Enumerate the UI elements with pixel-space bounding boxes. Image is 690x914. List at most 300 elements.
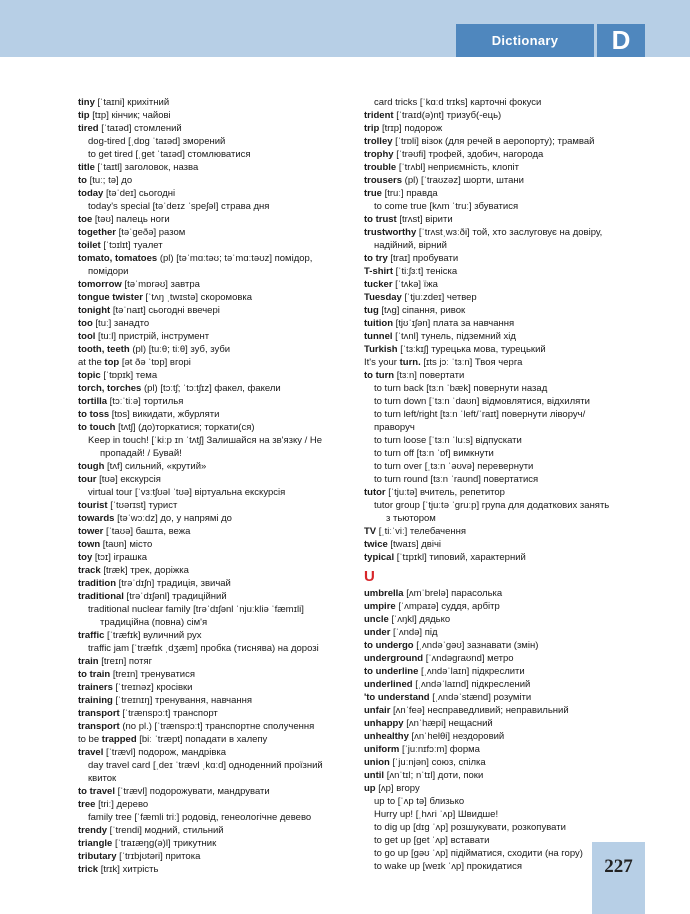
dictionary-entry bbox=[364, 200, 654, 213]
entry-headword: tough bbox=[78, 461, 105, 472]
entry-text: [ʌp] вгору bbox=[375, 783, 420, 794]
dictionary-entry bbox=[78, 629, 350, 642]
dictionary-entry bbox=[364, 447, 654, 460]
entry-text: virtual tour [ˈvɜːtʃʊəl ˈtʊə] віртуальна екскурсія bbox=[88, 487, 286, 498]
dictionary-entry bbox=[364, 600, 654, 613]
entry-headword: to touch bbox=[78, 422, 116, 433]
entry-text: [ˈtjuːzdeɪ] четвер bbox=[401, 292, 477, 303]
dictionary-entry bbox=[364, 743, 654, 756]
entry-text: traditional nuclear family [trəˈdɪʃənl ˈnjuːkliə ˈfæmɪli] bbox=[88, 604, 304, 615]
dictionary-entry bbox=[78, 96, 350, 109]
entry-text: to get up [get ˈʌp] вставати bbox=[374, 835, 490, 846]
entry-text: [təʊ] палець ноги bbox=[92, 214, 170, 225]
dictionary-entry bbox=[78, 759, 350, 772]
dictionary-entry bbox=[364, 551, 654, 564]
dictionary-entry bbox=[364, 808, 654, 821]
dictionary-entry bbox=[364, 538, 654, 551]
entry-text: [trəˈdɪʃənl] традиційний bbox=[123, 591, 227, 602]
entry-text: dog-tired [ˌdɒg ˈtaɪəd] зморений bbox=[88, 136, 226, 147]
entry-text: [treɪn] потяг bbox=[98, 656, 153, 667]
entry-headword: until bbox=[364, 770, 385, 781]
dictionary-entry bbox=[78, 694, 350, 707]
entry-text: [trəˈdɪʃn] традиція, звичай bbox=[116, 578, 231, 589]
dictionary-entry bbox=[78, 473, 350, 486]
dictionary-entry bbox=[78, 408, 350, 421]
entry-text: [ˈʌmpaɪə] суддя, арбітр bbox=[395, 601, 500, 612]
entry-headword: tired bbox=[78, 123, 99, 134]
entry-text: card tricks [ˈkɑːd trɪks] карточні фокуси bbox=[374, 97, 542, 108]
dictionary-entry bbox=[364, 626, 654, 639]
entry-headword: trouble bbox=[364, 162, 397, 173]
dictionary-entry bbox=[364, 226, 654, 239]
entry-headword: true bbox=[364, 188, 382, 199]
dictionary-entry bbox=[78, 356, 350, 369]
entry-headword: T-shirt bbox=[364, 266, 394, 277]
entry-text: to turn down [ˈtɜːn ˈdaʊn] відмовлятися, відхиляти bbox=[374, 396, 590, 407]
entry-text: It's your bbox=[364, 357, 400, 368]
entry-headword: too bbox=[78, 318, 93, 329]
entry-text: [ˈtʌŋ ˌtwɪstə] скоромовка bbox=[142, 292, 253, 303]
entry-text: [ˈtɒpɪk] тема bbox=[100, 370, 158, 381]
dictionary-column-right bbox=[364, 96, 654, 873]
entry-text: [ˈtrɪbjʊtəri] притока bbox=[116, 851, 201, 862]
entry-headword: uncle bbox=[364, 614, 389, 625]
dictionary-entry bbox=[364, 421, 654, 434]
entry-text: [ˈtɜːkɪʃ] турецька мова, турецький bbox=[397, 344, 546, 355]
entry-text: [ˈtɔɪlɪt] туалет bbox=[100, 240, 163, 251]
dictionary-entry bbox=[78, 291, 350, 304]
entry-text: [tʌf] сильний, «крутий» bbox=[104, 461, 207, 472]
entry-headword: uniform bbox=[364, 744, 400, 755]
entry-text: [ˈjuːnɪfɔːm] форма bbox=[399, 744, 480, 755]
entry-headword: tree bbox=[78, 799, 96, 810]
entry-text: [ˈtreɪnəz] кросівки bbox=[112, 682, 193, 693]
entry-headword: to turn bbox=[364, 370, 395, 381]
entry-text: [tʌg] сіпання, ривок bbox=[378, 305, 466, 316]
dictionary-entry bbox=[364, 769, 654, 782]
entry-headword: trousers bbox=[364, 175, 403, 186]
entry-headword: to underline bbox=[364, 666, 419, 677]
dictionary-entry bbox=[364, 343, 654, 356]
entry-headword: to bbox=[78, 175, 87, 186]
dictionary-entry bbox=[364, 795, 654, 808]
entry-text: [ˈtraɪd(ə)nt] тризуб(-ець) bbox=[393, 110, 502, 121]
dictionary-entry bbox=[78, 837, 350, 850]
dictionary-entry bbox=[364, 317, 654, 330]
entry-headword: toe bbox=[78, 214, 93, 225]
entry-headword: underground bbox=[364, 653, 424, 664]
dictionary-entry bbox=[78, 746, 350, 759]
dictionary-entry bbox=[364, 252, 654, 265]
dictionary-entry bbox=[364, 395, 654, 408]
entry-headword: triangle bbox=[78, 838, 113, 849]
entry-text: [tɒs] викидати, жбурляти bbox=[109, 409, 220, 420]
entry-headword: travel bbox=[78, 747, 104, 758]
dictionary-entry bbox=[78, 785, 350, 798]
entry-headword: together bbox=[78, 227, 116, 238]
entry-text: [ˈtrævl] подорож, мандрівка bbox=[103, 747, 227, 758]
entry-headword: unfair bbox=[364, 705, 391, 716]
entry-headword: traditional bbox=[78, 591, 124, 602]
entry-text: [ˈtʌnl] тунель, підземний хід bbox=[392, 331, 516, 342]
entry-headword: trendy bbox=[78, 825, 108, 836]
entry-text: [təˈwɔːdz] до, у напрямі до bbox=[114, 513, 232, 524]
entry-headword: underlined bbox=[364, 679, 413, 690]
entry-text: to go up [gəʊ ˈʌp] підійматися, сходити (на гору) bbox=[374, 848, 583, 859]
dictionary-entry bbox=[364, 382, 654, 395]
dictionary-entry bbox=[364, 161, 654, 174]
entry-text: [təˈdeɪ] сьогодні bbox=[103, 188, 176, 199]
entry-text: [ʌnˈtɪl; nˈtɪl] доти, поки bbox=[384, 770, 484, 781]
dictionary-entry bbox=[78, 603, 350, 616]
entry-text: to turn off [tɜːn ˈɒf] вимкнути bbox=[374, 448, 494, 459]
dictionary-entry bbox=[78, 824, 350, 837]
dictionary-entry bbox=[78, 642, 350, 655]
entry-text: [təˈgeðə] разом bbox=[116, 227, 186, 238]
entry-headword: tradition bbox=[78, 578, 116, 589]
entry-headword: torch, torches bbox=[78, 383, 142, 394]
entry-text: [ˌʌndəˈgəʊ] зазнавати (змін) bbox=[413, 640, 539, 651]
entry-headword: tunnel bbox=[364, 331, 393, 342]
entry-text: [ˌtiːˈviː] телебачення bbox=[376, 526, 467, 537]
entry-text: (pl) [təˈmɑːtəʊ; təˈmɑːtəʊz] помідор, bbox=[157, 253, 313, 264]
entry-text: [twaɪs] двічі bbox=[387, 539, 441, 550]
entry-text: [tʊə] екскурсія bbox=[96, 474, 161, 485]
dictionary-entry bbox=[364, 174, 654, 187]
entry-headword: twice bbox=[364, 539, 388, 550]
entries-t bbox=[364, 96, 654, 564]
dictionary-entry bbox=[78, 148, 350, 161]
dictionary-entry bbox=[78, 668, 350, 681]
entry-text: up to [ˈʌp tə] близько bbox=[374, 796, 465, 807]
entry-headword: to try bbox=[364, 253, 388, 264]
dictionary-entry bbox=[78, 382, 350, 395]
dictionary-entry bbox=[78, 707, 350, 720]
dictionary-entry bbox=[364, 782, 654, 795]
entry-headword: tomato, tomatoes bbox=[78, 253, 158, 264]
dictionary-column-left bbox=[78, 96, 350, 876]
entry-text: [təˈnaɪt] сьогодні ввечері bbox=[110, 305, 220, 316]
entry-text: [trɪp] подорож bbox=[379, 123, 443, 134]
dictionary-entry bbox=[364, 213, 654, 226]
dictionary-entry bbox=[364, 239, 654, 252]
entry-headword: to toss bbox=[78, 409, 110, 420]
dictionary-entry bbox=[78, 772, 350, 785]
entry-text: (pl) [ˈtraʊzəz] шорти, штани bbox=[402, 175, 524, 186]
section-letter: D bbox=[597, 24, 645, 57]
entry-headword: 'to understand bbox=[364, 692, 430, 703]
entry-headword: tongue twister bbox=[78, 292, 143, 303]
dictionary-entry bbox=[78, 551, 350, 564]
entry-text: [ˈtræfɪk] вуличний рух bbox=[104, 630, 202, 641]
entry-text: [ˈtreɪnɪŋ] тренування, навчання bbox=[112, 695, 253, 706]
dictionary-entry bbox=[364, 304, 654, 317]
dictionary-entry bbox=[78, 798, 350, 811]
entry-text: (pl) [tuːθ; tiːθ] зуб, зуби bbox=[129, 344, 231, 355]
entry-text: [ˈtrænspɔːt] транспорт bbox=[119, 708, 218, 719]
entry-text: [biː ˈtræpt] попадати в халепу bbox=[136, 734, 268, 745]
entry-headword: Tuesday bbox=[364, 292, 402, 303]
entry-text: [træk] трек, доріжка bbox=[100, 565, 189, 576]
entry-headword: tiny bbox=[78, 97, 95, 108]
dictionary-entry bbox=[78, 733, 350, 746]
entry-text: [ɪts jɔː ˈtɜːn] Твоя черга bbox=[420, 357, 523, 368]
dictionary-entry bbox=[364, 460, 654, 473]
dictionary-entry bbox=[364, 96, 654, 109]
dictionary-entry bbox=[78, 434, 350, 447]
dictionary-entry bbox=[78, 226, 350, 239]
entry-headword: tortilla bbox=[78, 396, 108, 407]
entry-text: [tjʊˈɪʃən] плата за навчання bbox=[393, 318, 515, 329]
dictionary-entry bbox=[78, 161, 350, 174]
entry-text: [trʌst] вірити bbox=[396, 214, 453, 225]
dictionary-entry bbox=[364, 109, 654, 122]
entry-text: to turn over [ˌtɜːn ˈəʊvə] перевернути bbox=[374, 461, 534, 472]
entry-text: [ˈtɪpɪkl] типовий, характерний bbox=[394, 552, 526, 563]
entry-text: пропадай! / Бувай! bbox=[100, 448, 182, 459]
entry-headword: unhappy bbox=[364, 718, 404, 729]
entry-headword: under bbox=[364, 627, 391, 638]
entry-text: [ʌnˈhelθi] нездоровий bbox=[408, 731, 505, 742]
entry-text: квиток bbox=[88, 773, 117, 784]
entry-text: [ˈtrendi] модний, стильний bbox=[107, 825, 224, 836]
dictionary-entry bbox=[364, 278, 654, 291]
entry-text: [ˈtrʌbl] неприємність, клопіт bbox=[396, 162, 520, 173]
dictionary-entry bbox=[78, 564, 350, 577]
dictionary-entry bbox=[364, 135, 654, 148]
entry-text: Keep in touch! [ˈkiːp ɪn ˈtʌtʃ] Залишайся на зв'язку / Не bbox=[88, 435, 323, 446]
entry-text: [ˌʌndəˈstænd] розуміти bbox=[429, 692, 532, 703]
entry-text: помідори bbox=[88, 266, 129, 277]
dictionary-entry bbox=[364, 291, 654, 304]
entry-text: [tɔːˈtiːə] тортилья bbox=[107, 396, 184, 407]
dictionary-entry bbox=[364, 587, 654, 600]
entry-headword: trident bbox=[364, 110, 394, 121]
dictionary-entry bbox=[78, 811, 350, 824]
dictionary-entry bbox=[78, 343, 350, 356]
dictionary-entry bbox=[78, 239, 350, 252]
dictionary-entry bbox=[364, 678, 654, 691]
dictionary-entry bbox=[364, 821, 654, 834]
entry-text: [ˈʌŋkl] дядько bbox=[388, 614, 451, 625]
entry-headword: tonight bbox=[78, 305, 111, 316]
entry-text: [ˈtʊərɪst] турист bbox=[107, 500, 178, 511]
entry-headword: training bbox=[78, 695, 113, 706]
dictionary-entry bbox=[78, 577, 350, 590]
dictionary-entry bbox=[78, 278, 350, 291]
dictionary-entry bbox=[78, 304, 350, 317]
dictionary-entry bbox=[78, 447, 350, 460]
entry-headword: tributary bbox=[78, 851, 117, 862]
entry-text: [ˈtrəʊfi] трофей, здобич, нагорода bbox=[393, 149, 544, 160]
entry-headword: toilet bbox=[78, 240, 101, 251]
entry-text: at the bbox=[78, 357, 105, 368]
entry-headword: towards bbox=[78, 513, 115, 524]
entry-headword: typical bbox=[364, 552, 395, 563]
entry-text: [ˈtaʊə] башта, вежа bbox=[103, 526, 191, 537]
entry-headword: tool bbox=[78, 331, 96, 342]
dictionary-entry bbox=[78, 187, 350, 200]
dictionary-entry bbox=[364, 730, 654, 743]
entry-text: [tɪp] кінчик; чайові bbox=[89, 110, 171, 121]
entry-text: tutor group [ˈtjuːtə ˈgruːp] група для додаткових занять bbox=[374, 500, 610, 511]
entry-headword: unhealthy bbox=[364, 731, 409, 742]
dictionary-entry bbox=[364, 717, 654, 730]
entry-text: to get tired [ˌget ˈtaɪəd] стомлюватися bbox=[88, 149, 251, 160]
dictionary-entry bbox=[78, 655, 350, 668]
entry-text: Hurry up! [ˌhʌri ˈʌp] Швидше! bbox=[374, 809, 499, 820]
section-title: Dictionary bbox=[456, 24, 594, 57]
dictionary-entry bbox=[78, 330, 350, 343]
entry-text: [ˈtaɪəd] стомлений bbox=[98, 123, 182, 134]
entry-headword: toy bbox=[78, 552, 93, 563]
dictionary-entry bbox=[364, 265, 654, 278]
entry-text: traffic jam [ˈtræfɪk ˌdʒæm] пробка (тиснява) на дорозі bbox=[88, 643, 319, 654]
entry-headword: tutor bbox=[364, 487, 386, 498]
entry-headword: turn. bbox=[399, 357, 421, 368]
entry-headword: tip bbox=[78, 110, 90, 121]
dictionary-entry bbox=[364, 122, 654, 135]
entry-headword: trick bbox=[78, 864, 99, 875]
entry-headword: union bbox=[364, 757, 390, 768]
dictionary-entry bbox=[78, 265, 350, 278]
dictionary-entry bbox=[78, 499, 350, 512]
entry-headword: trolley bbox=[364, 136, 393, 147]
entry-text: to turn back [tɜːn ˈbæk] повернути назад bbox=[374, 383, 548, 394]
entry-text: [ˈtaɪtl] заголовок, назва bbox=[94, 162, 199, 173]
dictionary-entry bbox=[78, 135, 350, 148]
entry-headword: to train bbox=[78, 669, 111, 680]
dictionary-entry bbox=[78, 486, 350, 499]
entry-text: [treɪn] тренуватися bbox=[110, 669, 195, 680]
entry-text: [ʌmˈbrelə] парасолька bbox=[403, 588, 503, 599]
entry-text: today's special [təˈdeɪz ˈspeʃəl] страва дня bbox=[88, 201, 270, 212]
entry-headword: topic bbox=[78, 370, 101, 381]
dictionary-entry bbox=[78, 720, 350, 733]
entry-text: [ˈtrɒli] візок (для речей в аеропорту); трамвай bbox=[392, 136, 595, 147]
entry-text: [ˌʌndəˈlaɪnd] підкреслений bbox=[412, 679, 531, 690]
page-number-tab bbox=[592, 842, 645, 914]
dictionary-entry bbox=[364, 356, 654, 369]
dictionary-entry bbox=[364, 512, 654, 525]
entry-headword: tourist bbox=[78, 500, 108, 511]
entry-headword: title bbox=[78, 162, 95, 173]
entry-headword: trophy bbox=[364, 149, 394, 160]
dictionary-entry bbox=[364, 148, 654, 161]
entry-text: to wake up [weɪk ˈʌp] прокидатися bbox=[374, 861, 522, 872]
dictionary-entry bbox=[364, 639, 654, 652]
entry-text: [ˈtrʌstˌwɜːði] той, хто заслуговує на довіру, bbox=[416, 227, 603, 238]
entry-text: [tʌtʃ] (до)торкатися; торкати(ся) bbox=[115, 422, 255, 433]
entry-text: [ˈtraɪæŋg(ə)l] трикутник bbox=[112, 838, 217, 849]
dictionary-entry bbox=[78, 850, 350, 863]
entry-text: to turn loose [ˈtɜːn ˈluːs] відпускати bbox=[374, 435, 522, 446]
dictionary-entry bbox=[364, 665, 654, 678]
entry-text: to be bbox=[78, 734, 102, 745]
dictionary-entry bbox=[364, 434, 654, 447]
entry-text: [trɪk] хитрість bbox=[98, 864, 159, 875]
entry-headword: tooth, teeth bbox=[78, 344, 130, 355]
entry-text: [tuːl] пристрій, інструмент bbox=[95, 331, 210, 342]
dictionary-entry bbox=[364, 408, 654, 421]
dictionary-entry bbox=[364, 525, 654, 538]
entry-headword: track bbox=[78, 565, 101, 576]
dictionary-entry bbox=[78, 109, 350, 122]
entry-headword: tug bbox=[364, 305, 379, 316]
entry-text: [ˈʌndə] під bbox=[390, 627, 438, 638]
entry-text: [ʌnˈhæpi] нещасний bbox=[403, 718, 493, 729]
entry-text: з тьютором bbox=[386, 513, 436, 524]
entry-headword: trip bbox=[364, 123, 380, 134]
entry-headword: trainers bbox=[78, 682, 113, 693]
entry-text: [tuː] занадто bbox=[92, 318, 150, 329]
entry-text: [ˈtjuːtə] вчитель, репетитор bbox=[385, 487, 505, 498]
entry-text: [ˈʌndəgraʊnd] метро bbox=[423, 653, 514, 664]
entry-headword: Turkish bbox=[364, 344, 398, 355]
entry-headword: tour bbox=[78, 474, 97, 485]
dictionary-entry bbox=[78, 863, 350, 876]
entry-text: [ˈtaɪni] крихітний bbox=[94, 97, 170, 108]
entry-headword: up bbox=[364, 783, 376, 794]
dictionary-entry bbox=[78, 252, 350, 265]
entry-text: to turn round [tɜːn ˈraʊnd] повертатися bbox=[374, 474, 539, 485]
dictionary-entry bbox=[364, 330, 654, 343]
dictionary-entry bbox=[78, 200, 350, 213]
entry-text: [tɜːn] повертати bbox=[394, 370, 465, 381]
dictionary-entry bbox=[364, 473, 654, 486]
entry-text: традиційна (повна) сім'я bbox=[100, 617, 208, 628]
dictionary-entry bbox=[364, 486, 654, 499]
dictionary-entry bbox=[364, 652, 654, 665]
page-number: 227 bbox=[604, 856, 633, 877]
entry-headword: trustworthy bbox=[364, 227, 417, 238]
entry-text: [ˈtʌkə] їжа bbox=[392, 279, 438, 290]
entries-u bbox=[364, 587, 654, 873]
entry-headword: tucker bbox=[364, 279, 393, 290]
entry-text: to dig up [dɪg ˈʌp] розшукувати, розкопувати bbox=[374, 822, 566, 833]
entry-text: [traɪ] пробувати bbox=[387, 253, 459, 264]
entry-text: [triː] дерево bbox=[95, 799, 149, 810]
dictionary-entry bbox=[364, 704, 654, 717]
entry-text: [tɔɪ] іграшка bbox=[92, 552, 147, 563]
entry-text: to come true [kʌm ˈtruː] збуватися bbox=[374, 201, 519, 212]
entry-text: [ˈjuːnjən] союз, спілка bbox=[389, 757, 486, 768]
dictionary-entry bbox=[364, 499, 654, 512]
entry-text: family tree [ˈfæmli triː] родовід, генеологічне девево bbox=[88, 812, 312, 823]
entry-headword: tower bbox=[78, 526, 104, 537]
entry-text: day travel card [ˌdeɪ ˈtrævl ˌkɑːd] одноденний проїзний bbox=[88, 760, 323, 771]
entry-headword: transport bbox=[78, 721, 120, 732]
dictionary-entry bbox=[364, 691, 654, 704]
entry-text: [truː] правда bbox=[381, 188, 438, 199]
dictionary-entry bbox=[78, 512, 350, 525]
dictionary-entry bbox=[364, 187, 654, 200]
entry-headword: umbrella bbox=[364, 588, 404, 599]
dictionary-entry bbox=[364, 756, 654, 769]
dictionary-entry bbox=[364, 613, 654, 626]
entry-headword: umpire bbox=[364, 601, 396, 612]
entry-text: [ət ðə ˈtɒp] вгорі bbox=[119, 357, 191, 368]
dictionary-entry bbox=[78, 460, 350, 473]
entry-text: (no pl.) [ˈtrænspɔːt] транспортне сполучення bbox=[119, 721, 315, 732]
entry-headword: tuition bbox=[364, 318, 394, 329]
entry-text: [təˈmɒrəʊ] завтра bbox=[121, 279, 200, 290]
entry-text: to turn left/right [tɜːn ˈleft/ˈraɪt] повернути ліворуч/ bbox=[374, 409, 586, 420]
section-heading-u: U bbox=[364, 568, 375, 585]
dictionary-entry bbox=[78, 525, 350, 538]
dictionary-entry bbox=[78, 616, 350, 629]
entry-headword: town bbox=[78, 539, 101, 550]
